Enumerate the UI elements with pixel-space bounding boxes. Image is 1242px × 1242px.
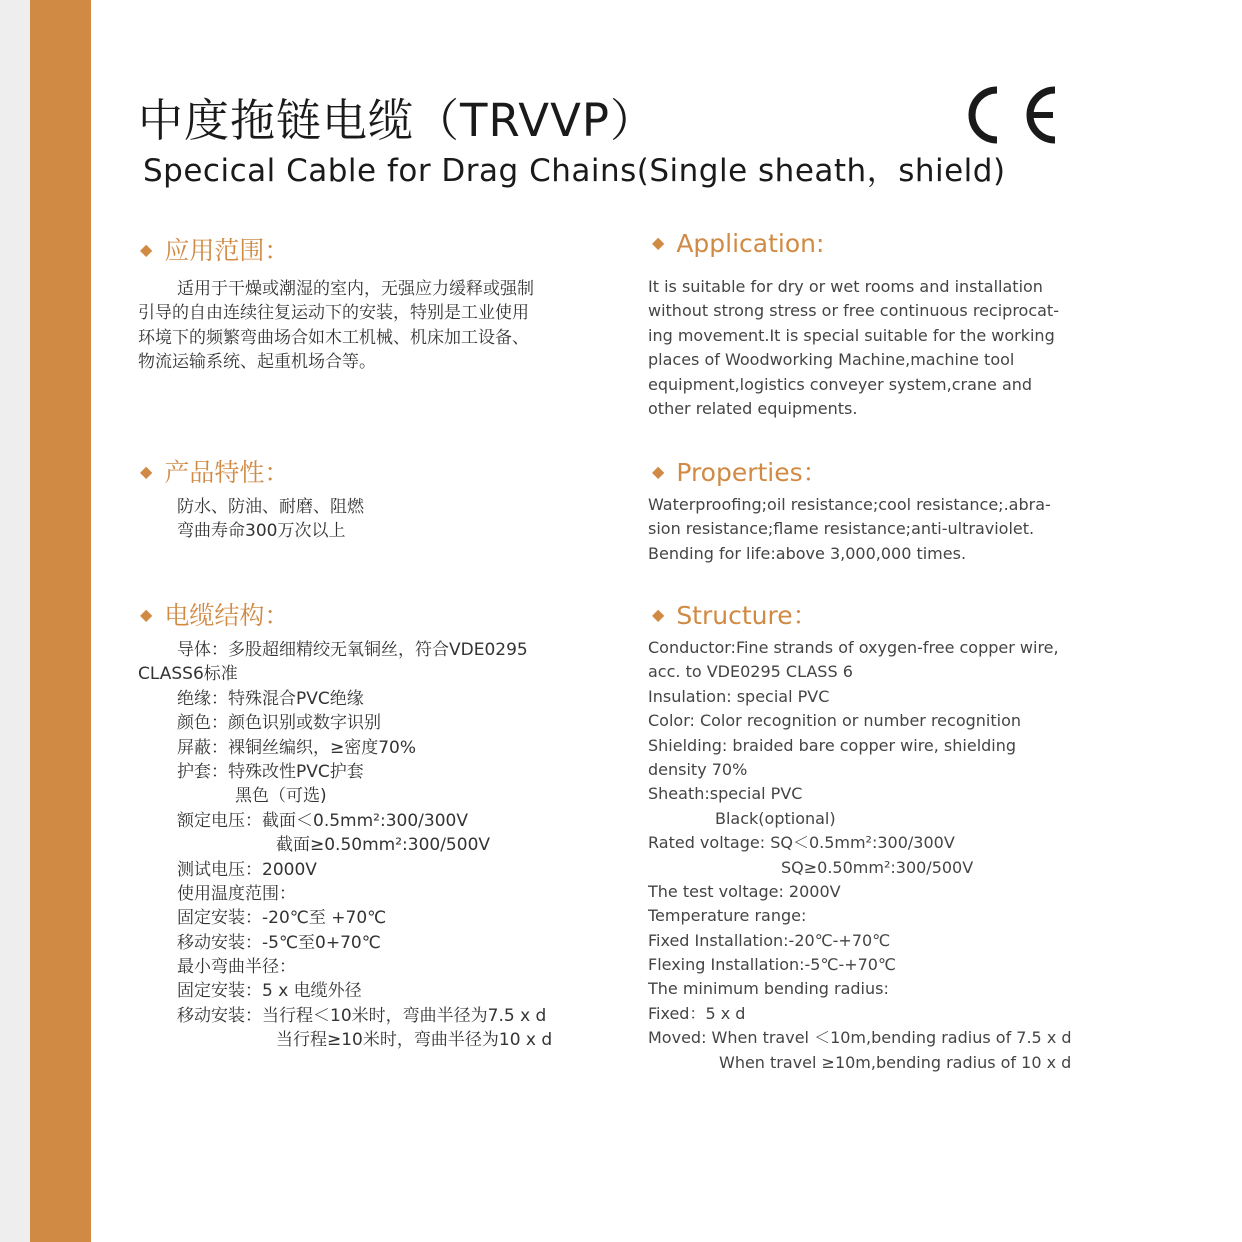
diamond-bullet-icon: ◆ [140, 462, 153, 481]
text-line: 导体：多股超细精绞无氧铜丝，符合VDE0295 [177, 640, 528, 660]
text-line: When travel ≥10m,bending radius of 10 x d [719, 1052, 1072, 1072]
properties-text-en [648, 493, 1051, 566]
text-line: Temperature range: [648, 906, 807, 926]
heading-properties-en: ◆ Properties： [652, 458, 828, 487]
heading-application-cn: ◆ 应用范围： [140, 236, 290, 265]
text-line: 绝缘：特殊混合PVC绝缘 [177, 688, 364, 709]
title-english: Specical Cable for Drag Chains(Single sheath，shield) [143, 153, 1006, 189]
diamond-bullet-icon: ◆ [140, 605, 153, 624]
text-line: Moved: When travel ＜10m,bending radius of 7.5 x d [648, 1028, 1072, 1048]
heading-application-en: ◆ Application: [652, 229, 825, 258]
ce-mark-icon [955, 84, 1065, 146]
text-line: 颜色：颜色识别或数字识别 [177, 713, 381, 734]
text-line: 额定电压：截面＜0.5mm²:300/300V [177, 810, 468, 831]
text-line: Fixed：5 x d [648, 1003, 746, 1023]
orange-side-band [30, 0, 91, 1242]
text-line: 屏蔽：裸铜丝编织，≥密度70% [177, 737, 417, 758]
text-line: 物流运输系统、起重机场合等。 [138, 352, 376, 373]
heading-properties-cn: ◆ 产品特性： [140, 458, 290, 487]
text-line: 护套：特殊改性PVC护套 [177, 761, 364, 782]
text-line: The test voltage: 2000V [648, 881, 841, 901]
text-line: equipment,logistics conveyer system,crane and [648, 374, 1033, 394]
text-line: Black(optional) [715, 808, 836, 828]
title-chinese: 中度拖链电缆（TRVVP） [138, 94, 656, 147]
text-line: CLASS6标准 [138, 664, 238, 685]
heading-structure-en: ◆ Structure： [652, 601, 818, 630]
text-line: 黑色（可选) [235, 786, 327, 807]
text-line: without strong stress or free continuous reciprocat- [648, 301, 1059, 321]
text-line: Bending for life:above 3,000,000 times. [648, 543, 967, 563]
text-line: Flexing Installation:-5℃-+70℃ [648, 955, 896, 975]
text-line: ing movement.It is special suitable for the working [648, 325, 1055, 345]
text-line: 截面≥0.50mm²:300/500V [276, 835, 491, 856]
text-line: Shielding: braided bare copper wire, shielding [648, 735, 1017, 755]
text-line: other related equipments. [648, 398, 858, 418]
structure-text-en [648, 636, 1072, 1075]
text-line: Waterproofing;oil resistance;cool resistance;.abra- [648, 495, 1051, 514]
text-line: places of Woodworking Machine,machine tool [648, 350, 1015, 370]
text-line: density 70% [648, 759, 748, 779]
text-line: sion resistance;flame resistance;anti-ultraviolet. [648, 519, 1035, 539]
diamond-bullet-icon: ◆ [652, 462, 665, 481]
properties-text-cn [138, 495, 364, 544]
application-text-en [648, 275, 1059, 421]
text-line: Fixed Installation:-20℃-+70℃ [648, 930, 891, 950]
text-line: Conductor:Fine strands of oxygen-free copper wire, [648, 638, 1059, 657]
text-line: 使用温度范围： [177, 883, 296, 904]
text-line: 测试电压：2000V [177, 859, 317, 880]
text-line: Rated voltage: SQ＜0.5mm²:300/300V [648, 833, 955, 853]
text-line: 引导的自由连续往复运动下的安装，特别是工业使用 [138, 303, 529, 324]
text-line: 移动安装：当行程＜10米时，弯曲半径为7.5 x d [177, 1005, 547, 1026]
text-line: It is suitable for dry or wet rooms and installation [648, 277, 1043, 296]
structure-text-cn [138, 638, 552, 1053]
text-line: acc. to VDE0295 CLASS 6 [648, 662, 853, 682]
application-text-cn [138, 277, 534, 375]
text-line: 环境下的频繁弯曲场合如木工机械、机床加工设备、 [138, 327, 529, 348]
diamond-bullet-icon: ◆ [652, 605, 665, 624]
text-line: The minimum bending radius: [648, 979, 889, 999]
text-line: 固定安装：-20℃至 +70℃ [177, 908, 387, 929]
text-line: Color: Color recognition or number recognition [648, 711, 1021, 731]
text-line: 当行程≥10米时，弯曲半径为10 x d [276, 1030, 553, 1051]
text-line: 移动安装：-5℃至0+70℃ [177, 932, 381, 953]
heading-structure-cn: ◆ 电缆结构： [140, 601, 290, 630]
text-line: 防水、防油、耐磨、阻燃 [177, 497, 364, 517]
page-margin [0, 0, 30, 1242]
diamond-bullet-icon: ◆ [140, 240, 153, 259]
text-line: 弯曲寿命300万次以上 [177, 521, 346, 542]
text-line: 固定安装：5 x 电缆外径 [177, 981, 362, 1002]
text-line: Insulation: special PVC [648, 686, 830, 706]
text-line: 适用于干燥或潮湿的室内，无强应力缓释或强制 [177, 279, 534, 299]
diamond-bullet-icon: ◆ [652, 233, 665, 252]
text-line: Sheath:special PVC [648, 784, 803, 804]
text-line: SQ≥0.50mm²:300/500V [781, 857, 974, 877]
text-line: 最小弯曲半径： [177, 957, 296, 978]
